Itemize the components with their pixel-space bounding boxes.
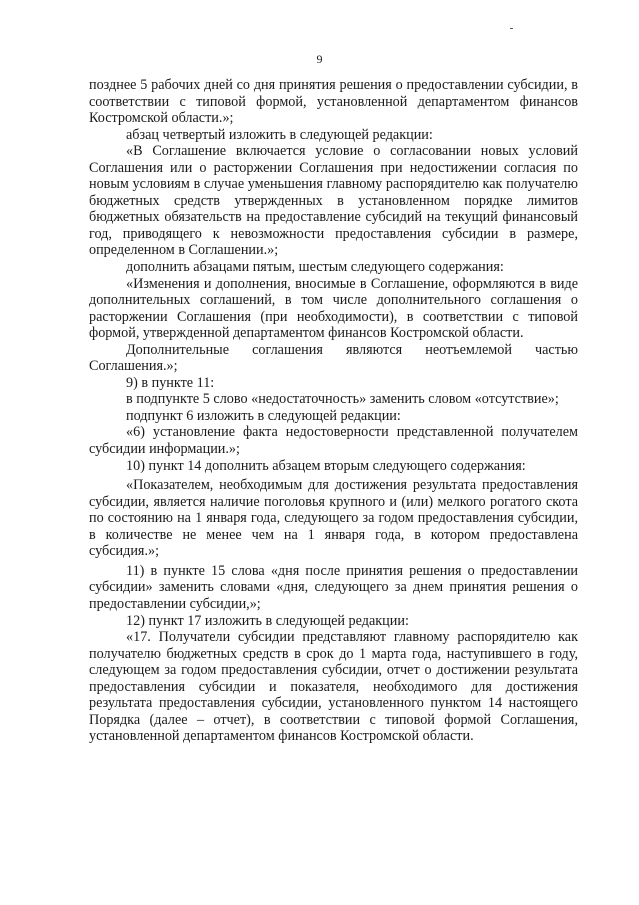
paragraph-subitem-6-text: «6) установление факта недостоверности представленной получателем субсидии информации.»; xyxy=(89,424,578,458)
paragraph-item-12: 12) пункт 17 изложить в следующей редакции: xyxy=(126,612,409,629)
paragraph-agreement-changes: «Изменения и дополнения, вносимые в Соглашение, оформляются в виде дополнительных соглашений, в том числе дополнительного соглашения о расторжении Соглашения (при необходимости), в соответствии с типовой формой, утвержденной департаментом финансов Костромской области. xyxy=(89,275,578,342)
paragraph-amendment-paragraph-four: абзац четвертый изложить в следующей редакции: xyxy=(126,126,433,143)
paragraph-subitem-6-intro: подпункт 6 изложить в следующей редакции: xyxy=(126,407,401,424)
paragraph-amendment-paragraphs-five-six: дополнить абзацами пятым, шестым следующего содержания: xyxy=(126,259,504,276)
scan-mark xyxy=(510,28,513,29)
paragraph-item-10: 10) пункт 14 дополнить абзацем вторым следующего содержания: xyxy=(126,457,526,474)
paragraph-additional-agreements: Дополнительные соглашения являются неотъемлемой частью Соглашения.»; xyxy=(89,341,578,375)
paragraph-item-11: 11) в пункте 15 слова «дня после принятия решения о предоставлении субсидии» заменить словами «дня, следующего за днем принятия решения о предоставлении субсидии,»; xyxy=(89,562,578,612)
paragraph-agreement-conditions: «В Соглашение включается условие о согласовании новых условий Соглашения или о расторжении Соглашения при недостижении согласия по новым условиям в случае уменьшения главному распорядителю как получателю бюджетных средств утвержденных в установленном порядке лимитов бюджетных обязательств на предоставление субсидий на текущий финансовый год, приводящего к невозможности предоставления субсидии в размере, определенном в Соглашении.»; xyxy=(89,143,578,259)
paragraph-indicator: «Показателем, необходимым для достижения результата предоставления субсидии, является наличие поголовья крупного и (или) мелкого рогатого скота по состоянию на 1 января года, следующего за годом предоставления субсидии, в количестве не менее чем на 1 января года, в котором предоставлена субсидия.»; xyxy=(89,477,578,560)
page-number: 9 xyxy=(316,52,323,66)
paragraph-item-9: 9) в пункте 11: xyxy=(126,374,215,391)
document-body xyxy=(89,77,578,745)
paragraph-item-17-text: «17. Получатели субсидии представляют главному распорядителю как получателю бюджетных средств в срок до 1 марта года, наступившего в году, следующем за годом предоставления субсидии, отчет о достижении результата предоставления субсидии и показателя, необходимого для достижения результата предоставления субсидии, установленного пунктом 14 настоящего Порядка (далее – отчет), в соответствии с типовой формой Соглашения, установленной департаментом финансов Костромской области. xyxy=(89,629,578,745)
paragraph-subitem-5: в подпункте 5 слово «недостаточность» заменить словом «отсутствие»; xyxy=(126,391,559,408)
paragraph-continuation: позднее 5 рабочих дней со дня принятия решения о предоставлении субсидии, в соответствии с типовой формой, установленной департаментом финансов Костромской области.»; xyxy=(89,77,578,127)
